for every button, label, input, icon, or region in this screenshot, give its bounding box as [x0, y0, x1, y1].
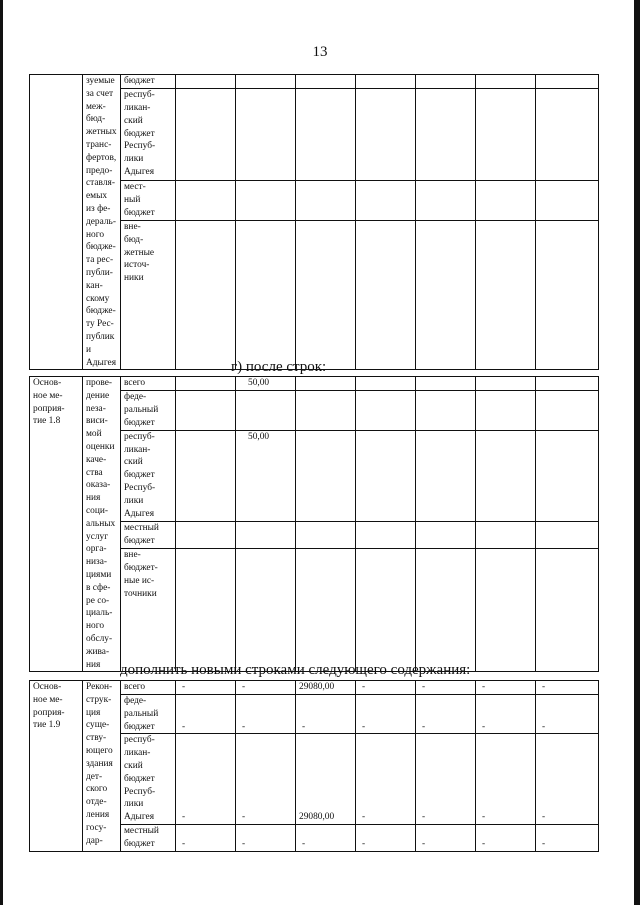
value-cell: - — [236, 824, 296, 851]
funding-source-cell: респуб- ликан- ский бюджет Респуб- лики Адыгея — [121, 430, 176, 521]
value-cell: 50,00 — [236, 377, 296, 391]
table-row — [30, 377, 599, 391]
event-code-cell: Основ- ное ме- роприя- тие 1.9 — [30, 681, 83, 852]
funding-source-cell: всего — [121, 681, 176, 695]
value-cell: - — [356, 681, 416, 695]
insertion-caption-after-rows: г) после строк: — [231, 359, 327, 375]
value-cell: - — [476, 695, 536, 734]
event-code-cell — [30, 75, 83, 370]
value-cell: - — [536, 824, 599, 851]
funding-source-cell: всего — [121, 377, 176, 391]
event-name-cell: Рекон- струк- ция суще- ству- ющего здания дет- ского отде- ления госу- дар- — [83, 681, 121, 852]
value-cell: - — [416, 824, 476, 851]
value-cell: - — [236, 681, 296, 695]
funding-source-cell: феде- ральный бюджет — [121, 391, 176, 431]
measure-1-9-table — [29, 680, 599, 852]
value-cell: 29080,00 — [296, 681, 356, 695]
value-cell: 29080,00 — [296, 734, 356, 825]
event-code-cell: Основ- ное ме- роприя- тие 1.8 — [30, 377, 83, 672]
value-cell: 50,00 — [236, 430, 296, 521]
insertion-caption-add-rows: дополнить новыми строками следующего содержания: — [120, 662, 471, 678]
program-table-continued — [29, 74, 599, 370]
page-number: 13 — [312, 44, 328, 60]
funding-source-cell: респуб- ликан- ский бюджет Респуб- лики Адыгея — [121, 89, 176, 181]
measure-1-8-table — [29, 376, 599, 672]
table-row — [30, 681, 599, 695]
funding-source-cell: местный бюджет — [121, 824, 176, 851]
value-cell: - — [356, 734, 416, 825]
value-cell: - — [176, 681, 236, 695]
value-cell: - — [536, 734, 599, 825]
value-cell: - — [356, 824, 416, 851]
value-cell: - — [236, 734, 296, 825]
funding-source-cell: местный бюджет — [121, 522, 176, 549]
event-name-cell: прове- дение neза- виси- мой оценки каче- ства оказа- ния соци- альных услуг орга- низа- циями в сфе- ре со- циаль- ного обслу- жива- ния — [83, 377, 121, 672]
event-name-cell: зуемые за счет меж- бюд- жетных транс- фертов, предо- ставля- емых из фе- дераль- ного бюдже- та рес- публи- кан- скому бюдже- ту Рес- публики Адыгея — [83, 75, 121, 370]
value-cell: - — [416, 695, 476, 734]
scan-right-edge — [634, 0, 640, 905]
funding-source-cell: респуб- ликан- ский бюджет Респуб- лики Адыгея — [121, 734, 176, 825]
value-cell: - — [176, 824, 236, 851]
value-cell: - — [476, 734, 536, 825]
value-cell: - — [416, 734, 476, 825]
value-cell: - — [236, 695, 296, 734]
value-cell: - — [356, 695, 416, 734]
value-cell: - — [536, 681, 599, 695]
table-row — [30, 75, 599, 89]
value-cell: - — [296, 824, 356, 851]
value-cell: - — [416, 681, 476, 695]
value-cell: - — [476, 824, 536, 851]
funding-source-cell: вне- бюд- жетные источ- ники — [121, 221, 176, 370]
value-cell: - — [476, 681, 536, 695]
value-cell: - — [296, 695, 356, 734]
value-cell: - — [536, 695, 599, 734]
funding-source-cell: бюджет — [121, 75, 176, 89]
value-cell: - — [176, 695, 236, 734]
scan-left-edge — [0, 0, 3, 905]
funding-source-cell: вне- бюджет- ные ис- точники — [121, 549, 176, 672]
funding-source-cell: феде- ральный бюджет — [121, 695, 176, 734]
funding-source-cell: мест- ный бюджет — [121, 181, 176, 221]
value-cell: - — [176, 734, 236, 825]
